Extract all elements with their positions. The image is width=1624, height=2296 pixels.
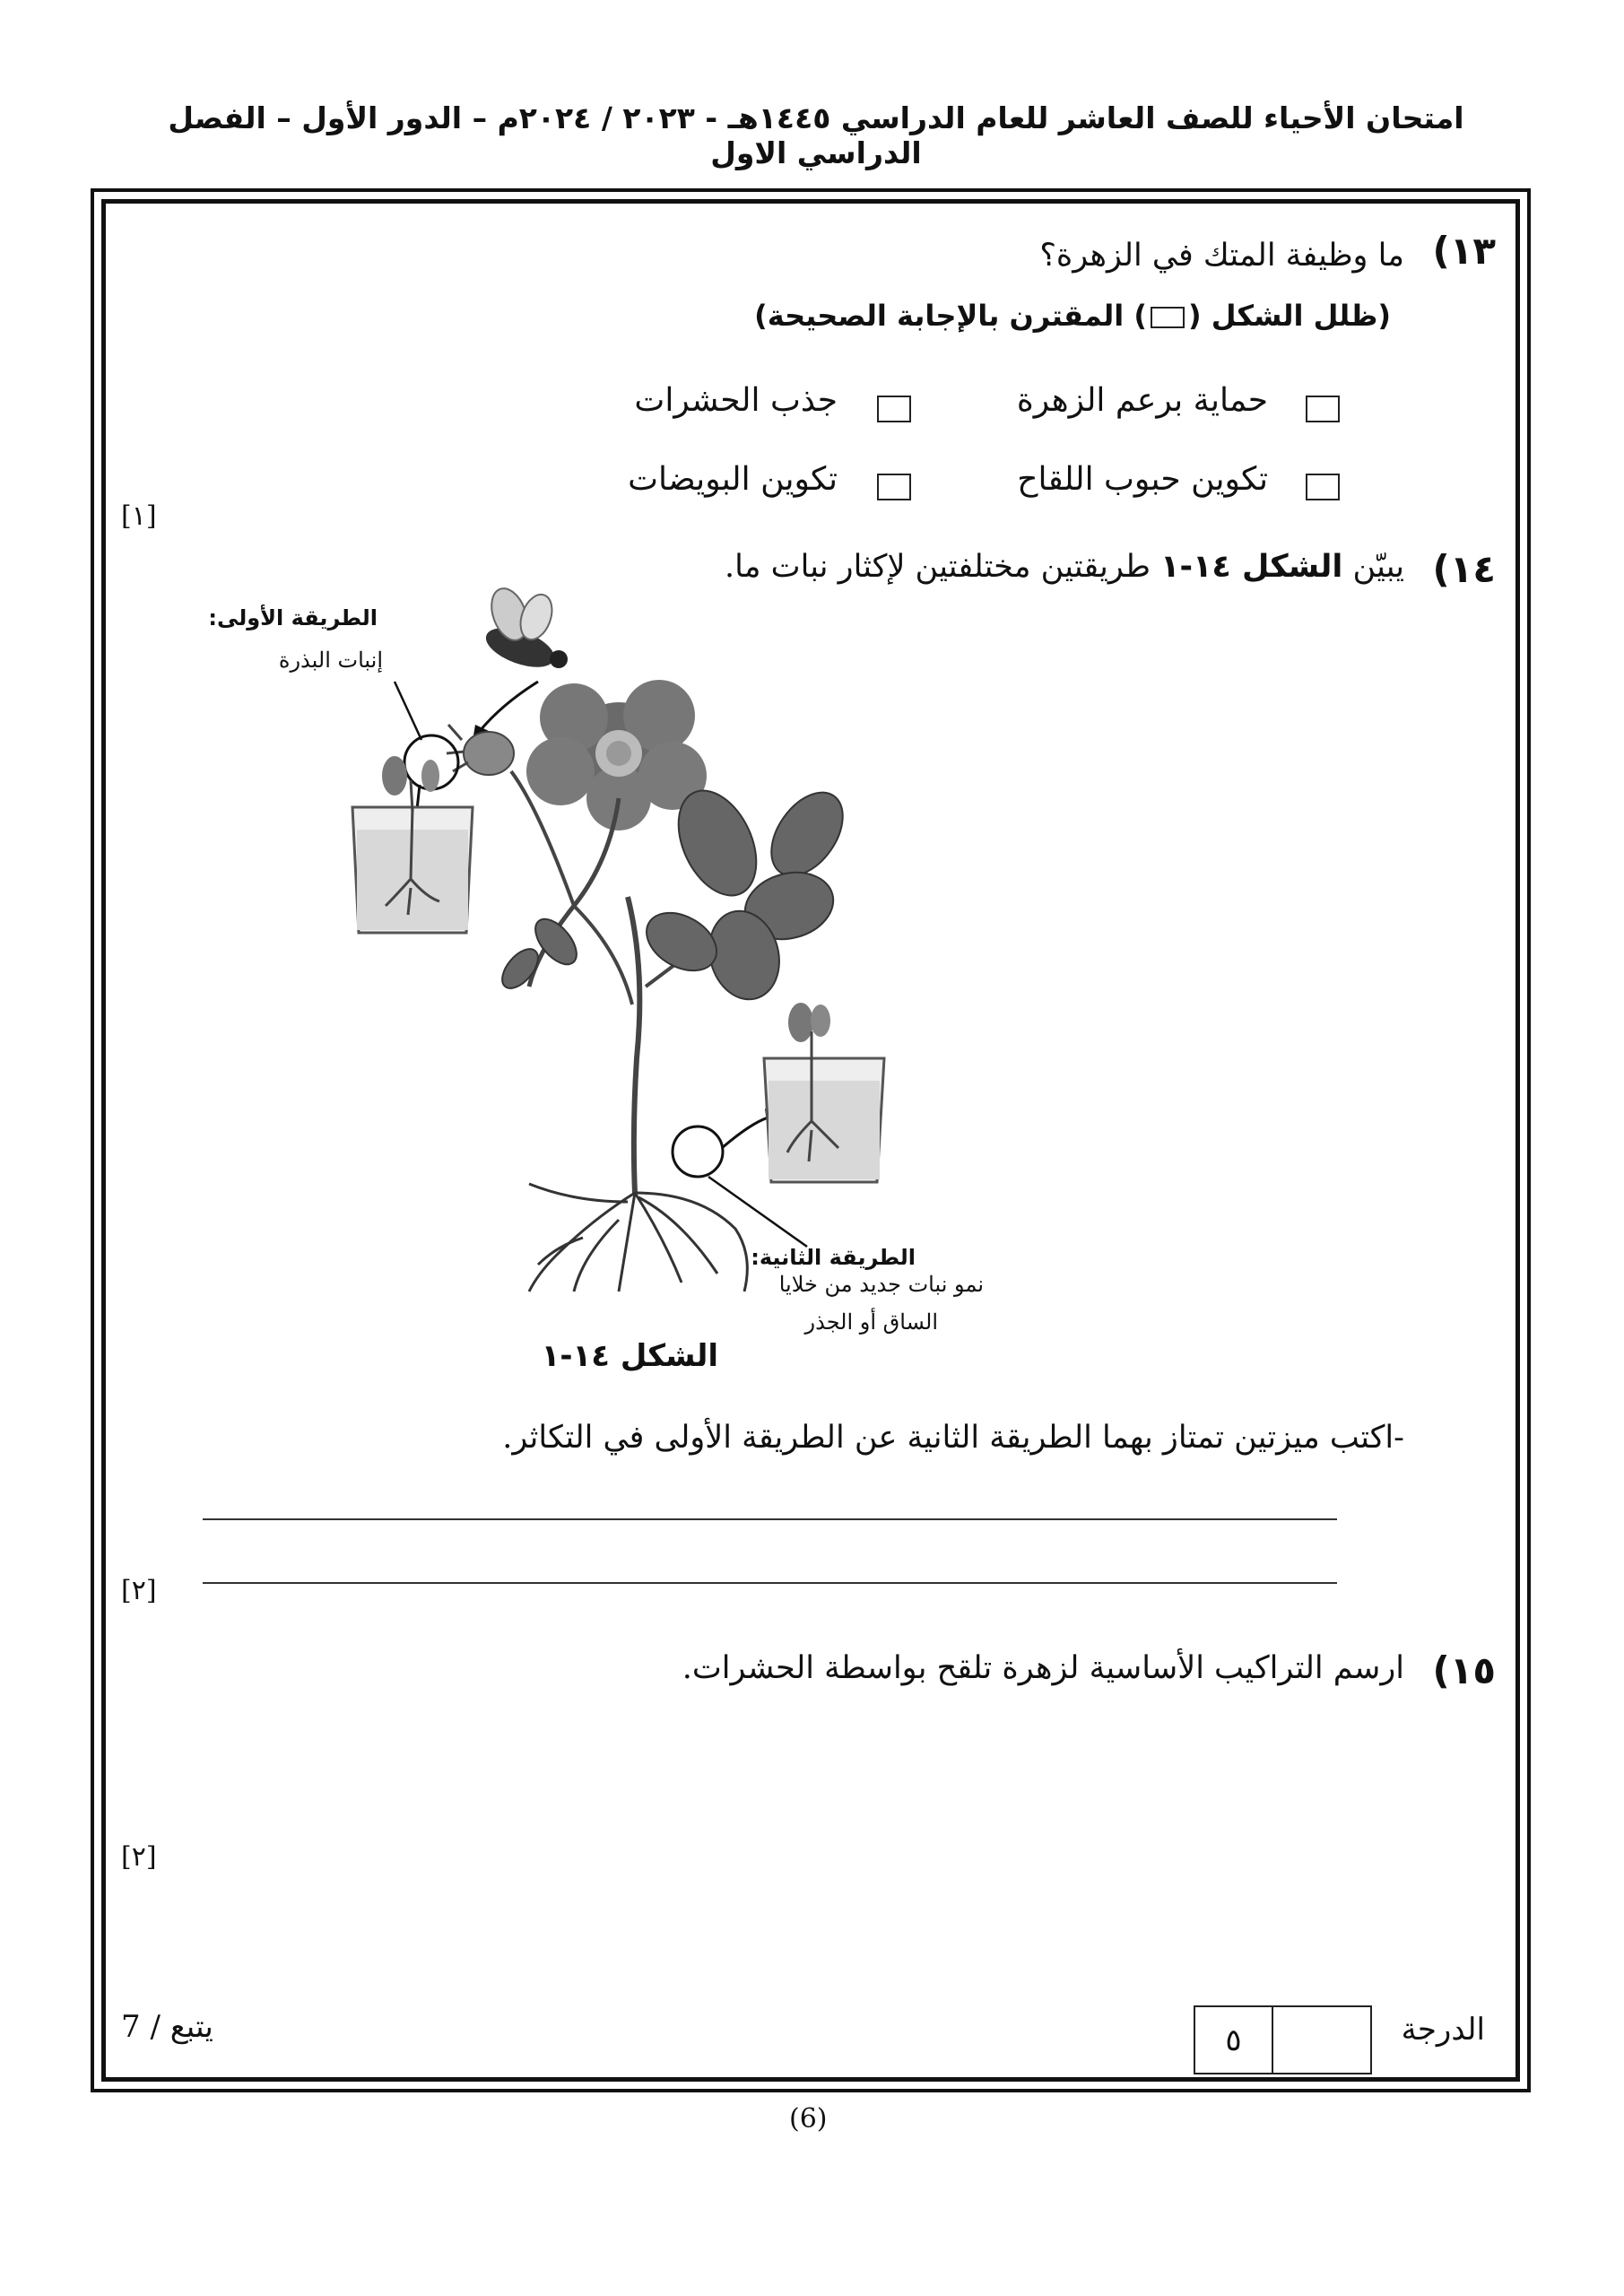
method-2-description-line1: نمو نبات جديد من خلايا (778, 1272, 984, 1297)
option-label-2: جذب الحشرات (634, 382, 838, 419)
method-1-description: إنبات البذرة (278, 648, 383, 673)
question-14-text-post: طريقتين مختلفتين لإكثار نبات ما. (724, 549, 1151, 585)
method-2-description-line2: الساق أو الجذر (804, 1309, 938, 1335)
question-14-task: -اكتب ميزتين تمتاز بهما الطريقة الثانية عن الطريقة الأولى في التكاثر. (502, 1420, 1404, 1456)
exam-header: امتحان الأحياء للصف العاشر للعام الدراسي ١٤٤٥هـ - ٢٠٢٣ / ٢٠٢٤م – الدور الأول – الفصل الدراسي الاول (168, 100, 1464, 170)
instruction-prefix: (ظلل الشكل ( (1187, 299, 1391, 333)
method-2-title: الطريقة الثانية: (751, 1245, 916, 1270)
grade-total: ٥ (1195, 2007, 1273, 2073)
figure-caption: الشكل ١٤-١ (541, 1338, 718, 1374)
question-15-number: ١٥) (1432, 1648, 1496, 1692)
figure-reference: الشكل ١٤-١ (1160, 549, 1343, 585)
instruction-suffix: ) المقترن بالإجابة الصحيحة) (754, 299, 1147, 333)
answer-line-2[interactable] (203, 1582, 1337, 1584)
grade-label: الدرجة (1401, 2012, 1485, 2048)
question-13-mark: [١] (121, 500, 157, 532)
question-15-mark: [٢] (121, 1841, 157, 1873)
question-13-number: ١٣) (1432, 229, 1496, 273)
option-label-1: حماية برعم الزهرة (1016, 382, 1268, 419)
question-13-text: ما وظيفة المتك في الزهرة؟ (1039, 238, 1404, 274)
page-number: (6) (789, 2103, 828, 2135)
question-14-text-pre: يبيّن (1352, 549, 1404, 585)
continue-note: يتبع / 7 (121, 2009, 213, 2045)
grade-score-cell[interactable] (1273, 2007, 1370, 2073)
option-label-4: تكوين البويضات (628, 461, 838, 498)
glass-vegetative-growth (764, 1003, 884, 1182)
question-15-text: ارسم التراكيب الأساسية لزهرة تلقح بواسطة الحشرات. (682, 1650, 1404, 1686)
answer-line-1[interactable] (203, 1518, 1337, 1520)
option-label-3: تكوين حبوب اللقاح (1017, 461, 1268, 498)
bee-icon (481, 584, 568, 675)
question-14-number: ١٤) (1432, 547, 1496, 591)
question-14-mark: [٢] (121, 1575, 157, 1606)
method-1-title: الطريقة الأولى: (208, 605, 378, 631)
grade-box (1194, 2005, 1372, 2074)
